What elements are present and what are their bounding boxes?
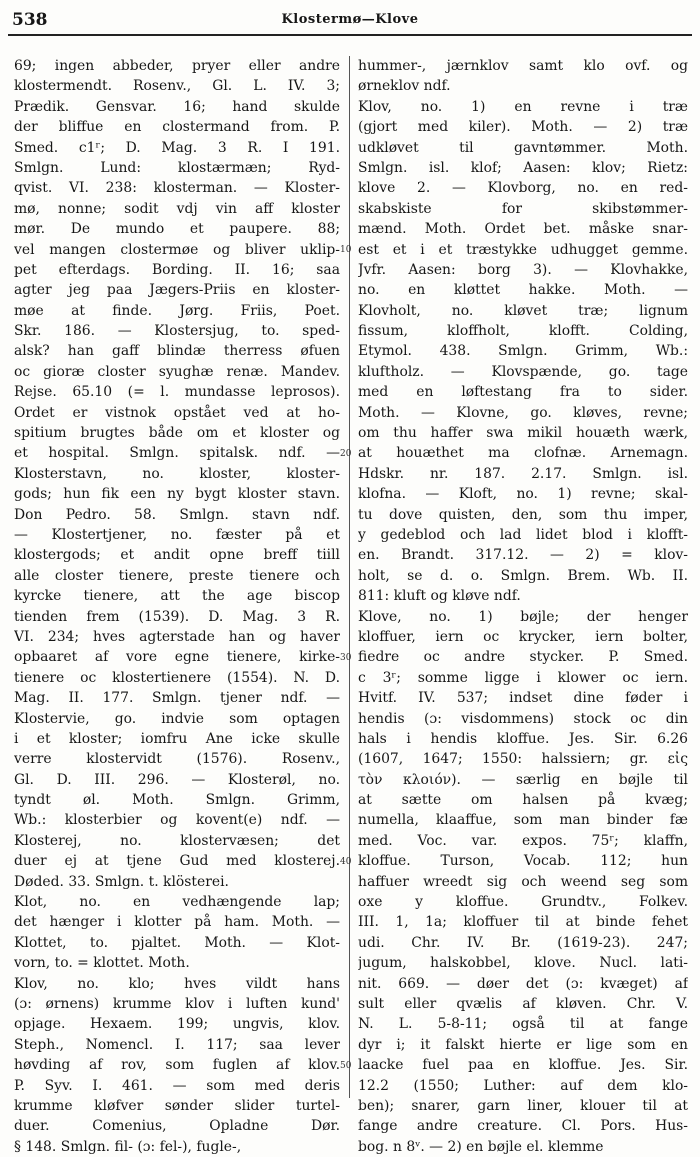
text-line: Prædik. Gensvar. 16; hand skulde — [14, 98, 340, 115]
text-line: Klovholt, no. kløvet træ; lignum — [358, 302, 688, 319]
text-line: Hvitf. IV. 537; indset dine føder i — [358, 690, 688, 707]
text-line: ben); snarer, garn liner, klouer til at — [358, 1097, 688, 1114]
text-line: Døded. 33. Smlgn. t. klösterei. — [14, 873, 229, 890]
text-line: Smlgn. Lund: klostærmæn; Ryd- — [14, 159, 340, 176]
text-line: Klov, no. 1) en revne i træ — [358, 98, 688, 115]
text-line: fissum, kloffholt, klofft. Colding, — [358, 323, 688, 340]
text-line: klove 2. — Klovborg, no. en red- — [358, 180, 688, 197]
text-line: duer. Comenius, Opladne Dør. — [14, 1118, 340, 1135]
text-line: skabskiste for skibstømmer- — [358, 200, 688, 217]
text-line: 811: kluft og kløve ndf. — [358, 588, 521, 605]
text-line: Don Pedro. 58. Smlgn. stavn ndf. — [14, 506, 340, 523]
text-line: P. Syv. I. 461. — som med deris — [14, 1077, 340, 1094]
text-line: mør. De mundo et paupere. 88; — [14, 221, 340, 238]
page-header — [8, 6, 692, 30]
text-line: med en løftestang fra to sider. — [358, 384, 688, 401]
text-line: Klot, no. en vedhængende lap; — [14, 894, 340, 911]
text-line: kloffue. Turson, Vocab. 112; hun — [358, 853, 688, 870]
text-line: Hdskr. nr. 187. 2.17. Smlgn. isl. — [358, 465, 688, 482]
header-rule — [8, 34, 692, 36]
text-line: holt, se d. o. Smlgn. Brem. Wb. II. — [358, 567, 688, 584]
text-line: VI. 234; hves agterstade han og haver — [14, 628, 340, 645]
text-line: haffuer wreedt sig och weend seg som — [358, 873, 688, 890]
text-line: Smed. c1ʳ; D. Mag. 3 R. I 191. — [14, 139, 340, 156]
text-line: Gl. D. III. 296. — Klosterøl, no. — [14, 771, 340, 788]
text-line: Klosterstavn, no. kloster, kloster- — [14, 465, 340, 482]
page-number: 538 — [12, 10, 48, 30]
text-line: sult eller qvælis af kløven. Chr. V. — [358, 995, 688, 1012]
text-line: fange andre creature. Cl. Pors. Hus- — [358, 1118, 688, 1135]
text-line: Klottet, to. pjaltet. Moth. — Klot- — [14, 934, 340, 951]
text-line: en. Brandt. 317.12. — 2) = klov- — [358, 547, 688, 564]
text-line: vel mangen clostermøe og bliver uklip- — [14, 241, 340, 258]
text-line: Klosterej, no. klostervæsen; det — [14, 832, 340, 849]
text-line: spitium brugtes både om et kloster og — [14, 425, 340, 442]
text-line: at houæthet ma clofnæ. Arnemagn. — [358, 445, 688, 462]
text-line: med. Voc. var. expos. 75ʳ; klaffn, — [358, 832, 688, 849]
text-line: — Klostertjener, no. fæster på et — [14, 526, 340, 543]
text-line: 69; ingen abbeder, pryer eller andre — [14, 58, 340, 74]
text-line: vorn, to. = klottet. Moth. — [14, 955, 190, 972]
text-line: opjage. Hexaem. 199; ungvis, klov. — [14, 1016, 340, 1033]
text-line: (ɔ: ørnens) krumme klov i luften kund' — [14, 995, 340, 1012]
text-line: ørneklov ndf. — [358, 78, 451, 95]
text-line: kloffuer, iern oc krycker, iern bolter, — [358, 628, 688, 645]
text-line: agter jeg paa Jægers-Priis en kloster- — [14, 282, 340, 299]
text-line: dyr i; it falskt hierte er lige som en — [358, 1036, 688, 1053]
margin-line-number: 50 — [340, 1060, 352, 1071]
running-title: Klostermø—Klove — [281, 12, 419, 27]
text-line: klostergods; et andit opne breff tiill — [14, 547, 340, 564]
margin-line-number: 30 — [340, 652, 352, 663]
text-line: gods; hun fik een ny bygt kloster stavn. — [14, 486, 340, 503]
margin-line-number: 40 — [340, 856, 352, 867]
text-line: Steph., Nomencl. I. 117; saa lever — [14, 1036, 340, 1053]
text-line: no. en kløttet hakke. Moth. — — [358, 282, 688, 299]
text-line: τὸν κλοιόν). — særlig en bøjle til — [358, 771, 688, 788]
text-line: y gedeblod och lad lidet blod i klofft- — [358, 526, 688, 543]
text-line: høvding af rov, som fuglen af klov. — [14, 1057, 340, 1074]
text-line: (gjort med kiler). Moth. — 2) træ — [358, 119, 688, 136]
text-line: jugum, halskobbel, klove. Nucl. lati- — [358, 955, 688, 972]
text-line: pet efterdags. Bording. II. 16; saa — [14, 261, 340, 278]
text-line: Klov, no. klo; hves vildt hans — [14, 975, 340, 992]
text-line: udkløvet til gavntømmer. Moth. — [358, 139, 688, 156]
text-line: Rejse. 65.10 (= l. mundasse leprosos). — [14, 384, 340, 401]
text-line: at sætte om halsen på kvæg; — [358, 792, 688, 809]
text-line: nit. 669. — døer det (ɔ: kvæget) af — [358, 975, 688, 992]
text-line: om thu haffer swa mikil houæth wærk, — [358, 425, 688, 442]
text-line: klofna. — Kloft, no. 1) revne; skal- — [358, 486, 688, 503]
text-line: alsk? han gaff blindæ therress øfuen — [14, 343, 340, 360]
text-line: oxe y kloffue. Grundtv., Folkev. — [358, 894, 688, 911]
text-line: Wb.: klosterbier og kovent(e) ndf. — — [14, 812, 340, 829]
right-column — [358, 56, 688, 1157]
text-line: klostermendt. Rosenv., Gl. L. IV. 3; — [14, 78, 340, 95]
text-line: N. L. 5-8-11; også til at fange — [358, 1016, 688, 1033]
text-line: mænd. Moth. Ordet bet. måske snar- — [358, 221, 688, 238]
text-line: tyndt øl. Moth. Smlgn. Grimm, — [14, 792, 340, 809]
text-line: Ordet er vistnok opstået ved at ho- — [14, 404, 340, 421]
text-line: tienere oc klostertienere (1554). N. D. — [14, 669, 340, 686]
text-line: duer ej at tjene Gud med klosterej. — [14, 853, 340, 870]
text-line: møe at finde. Jørg. Friis, Poet. — [14, 302, 340, 319]
text-line: (1607, 1647; 1550: halssiern; gr. εἰς — [358, 751, 688, 768]
text-line: Klove, no. 1) bøjle; der henger — [358, 608, 688, 625]
text-line: laacke fuel paa en kloffue. Jes. Sir. — [358, 1057, 688, 1074]
text-line: numella, klaaffue, som man binder fæ — [358, 812, 688, 829]
text-line: i et kloster; iomfru Ane icke skulle — [14, 730, 340, 747]
text-line: et hospital. Smlgn. spitalsk. ndf. — — [14, 445, 340, 462]
text-line: qvist. VI. 238: klosterman. — Kloster- — [14, 180, 340, 197]
text-line: tienden frem (1539). D. Mag. 3 R. — [14, 608, 340, 625]
text-line: kluftholz. — Klovspænde, go. tage — [358, 363, 688, 380]
text-line: fiedre oc andre stycker. P. Smed. — [358, 649, 688, 666]
text-line: hendis (ɔ: visdommens) stock oc din — [358, 710, 688, 727]
text-line: § 148. Smlgn. fil- (ɔ: fel-), fugle-, — [14, 1138, 242, 1155]
text-line: alle closter tienere, preste tienere och — [14, 567, 340, 584]
text-line: verre klostervidt (1576). Rosenv., — [14, 751, 340, 768]
text-line: oc gioræ closter syughæ renæ. Mandev. — [14, 363, 340, 380]
text-line: krumme kløfver sønder slider turtel- — [14, 1097, 340, 1114]
left-column — [14, 56, 340, 1157]
text-line: 12.2 (1550; Luther: auf dem klo- — [358, 1077, 688, 1094]
text-line: udi. Chr. IV. Br. (1619-23). 247; — [358, 934, 688, 951]
text-line: est et i et træstykke udhugget gemme. — [358, 241, 688, 258]
text-line: Moth. — Klovne, go. kløves, revne; — [358, 404, 688, 421]
text-line: Mag. II. 177. Smlgn. tjener ndf. — — [14, 690, 340, 707]
text-line: hummer-, jærnklov samt klo ovf. og — [358, 58, 688, 74]
margin-line-number: 20 — [340, 448, 352, 459]
text-line: Smlgn. isl. klof; Aasen: klov; Rietz: — [358, 159, 688, 176]
text-line: III. 1, 1a; kloffuer til at binde fehet — [358, 914, 688, 931]
text-line: kyrcke tienere, att the age biscop — [14, 588, 340, 605]
margin-line-number: 10 — [340, 244, 352, 255]
text-line: opbaaret af vore egne tienere, kirke- — [14, 649, 340, 666]
text-line: tu dove quisten, den, som thu imper, — [358, 506, 688, 523]
text-line: der bliffue en clostermand from. P. — [14, 119, 340, 136]
text-line: det hænger i klotter på ham. Moth. — — [14, 914, 340, 931]
text-line: mø, nonne; sodit vdj vin aff kloster — [14, 200, 340, 217]
text-line: Etymol. 438. Smlgn. Grimm, Wb.: — [358, 343, 688, 360]
text-line: Skr. 186. — Klostersjug, to. sped- — [14, 323, 340, 340]
text-line: bog. n 8ᵛ. — 2) en bøjle el. klemme — [358, 1138, 604, 1155]
text-line: Klostervie, go. indvie som optagen — [14, 710, 340, 727]
text-line: c 3ʳ; somme ligge i klower oc iern. — [358, 669, 688, 686]
column-divider — [349, 56, 350, 1098]
text-line: Jvfr. Aasen: borg 3). — Klovhakke, — [358, 261, 688, 278]
text-line: hals i hendis kloffue. Jes. Sir. 6.26 — [358, 730, 688, 747]
